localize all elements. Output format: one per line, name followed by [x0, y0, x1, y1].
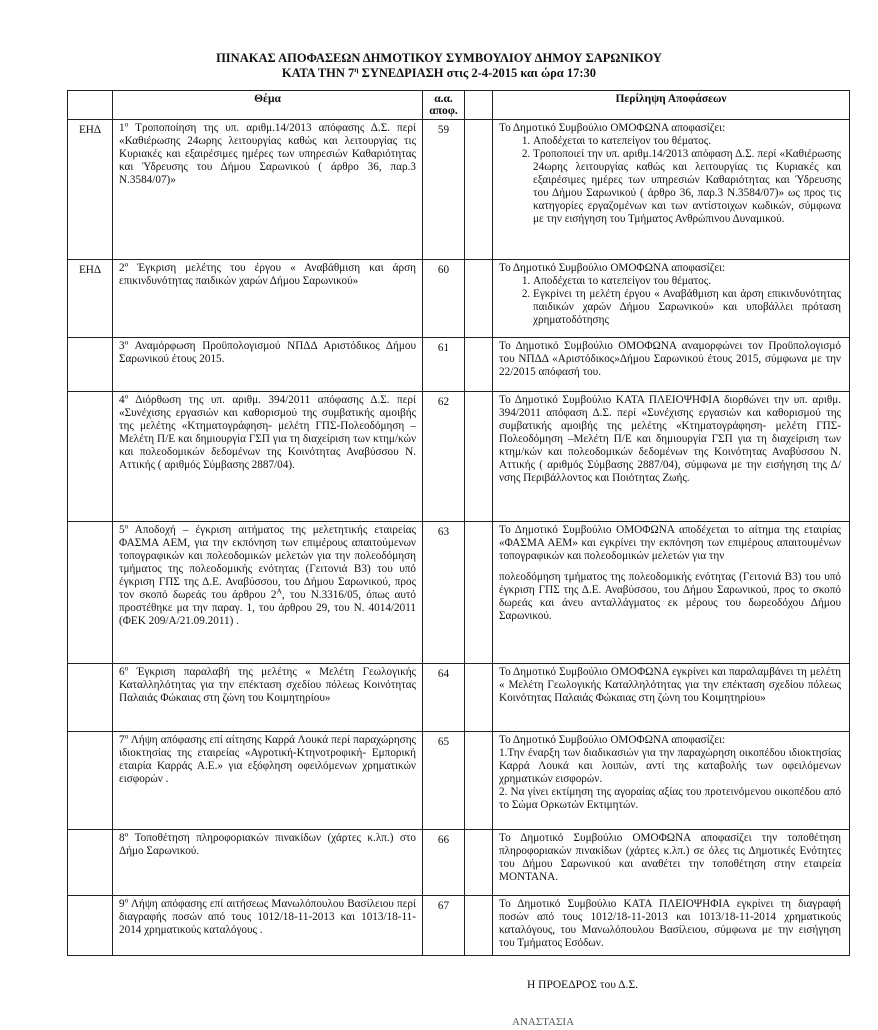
row-spacer [465, 392, 493, 522]
row-spacer [465, 120, 493, 260]
summary-part: 2. Να γίνει εκτίμηση της αγοραίας αξίας του προτεινόμενου οικοπέδου από το Σώμα Ορκωτών Εκτιμητών. [499, 786, 841, 811]
summary-item: 1. Αποδέχεται το κατεπείγον του θέματος. [533, 275, 841, 288]
table-row [68, 830, 850, 896]
row-subject: $4^o$ Διόρθωση της υπ. αριθμ. 394/2011 απόφασης Δ.Σ. περί «Συνέχισης εργασιών και καθορισμού της συμβατικής αμοιβής της μελέτης «Κτηματογράφηση- μελέτη ΓΠΣ-Πολεοδόμηση –Μελέτη Π/Ε και δημιουργία ΓΣΠ για τη διαχείριση των κτημ/κών και πολεοδομικών δεδομένων της Κοινότητας Αναβύσσου Ν. Αττικής ( αριθμός Σύμβασης 2887/04). [113, 392, 423, 522]
header-category [68, 91, 113, 120]
row-subject: $2^o$ Έγκριση μελέτης του έργου « Αναβάθμιση και άρση επικινδυνότητας παιδικών χαρών Δήμου Σαρωνικού» [113, 260, 423, 338]
table-row [68, 522, 850, 664]
row-subject: $9^o$ Λήψη απόφασης επί αιτήσεως Μανωλόπουλου Βασίλειου περί διαγραφής ποσών από τους 1012/18-11-2013 και 1013/18-11-2014 χρηματικούς καταλόγους . [113, 896, 423, 956]
row-spacer [465, 260, 493, 338]
row-summary: Το Δημοτικό Συμβούλιο ΟΜΟΦΩΝΑ εγκρίνει και παραλαμβάνει τη μελέτη « Μελέτη Γεωλογικής Καταλληλότητας για την επέκταση σχεδίου πόλεως Κοινότητας Παλαιάς Φώκαιας στη ζώνη του Κοιμητηρίου» [493, 664, 850, 732]
table-row [68, 732, 850, 830]
row-category [68, 392, 113, 522]
document-subtitle: ΚΑΤΑ ΤΗΝ $7^\eta$ ΣΥΝΕΔΡΙΑΣΗ στις 2-4-2015 και ώρα 17:30 [281, 64, 597, 80]
header-decision-number: α.α. αποφ. [423, 91, 465, 120]
table-row [68, 338, 850, 392]
summary-item: 2. Τροποποιεί την υπ. αριθμ.14/2013 απόφαση Δ.Σ. περί «Καθιέρωσης 24ωρης λειτουργίας καθώς και λειτουργίας τις Κυριακές και εξαιρέσιμες ημέρες των υπηρεσιών Καθαριότητας και Ύδρευσης του Δήμου Σαρωνικού ( άρθρο 36, παρ.3 Ν.3584/07)» ως προς τις κατηγορίες εργαζομένων και των αντίστοιχων κωδικών, σύμφωνα με την εισήγηση του Τμήματος Ανθρώπινου Δυναμικού. [533, 148, 841, 226]
row-spacer [465, 732, 493, 830]
row-subject: $1^o$ Τροποποίηση της υπ. αριθμ.14/2013 απόφασης Δ.Σ. περί «Καθιέρωσης 24ωρης λειτουργίας καθώς και λειτουργίας τις Κυριακές και εξαιρέσιμες ημέρες των υπηρεσιών Καθαριότητας και Ύδρευσης του Δήμου Σαρωνικού ( άρθρο 36, παρ.3 Ν.3584/07)» [113, 120, 423, 260]
table-row [68, 664, 850, 732]
table-header-row [68, 91, 850, 120]
row-subject: $7^o$ Λήψη απόφασης επί αίτησης Καρρά Λουκά περί παραχώρησης ιδιοκτησίας της εταιρείας «Αγροτική-Κτηνοτροφική- Εμπορική εταιρία Καρράς Α.Ε.» για εξόφληση οφειλόμενων χρηματικών εισφορών . [113, 732, 423, 830]
row-decision-number: 64 [423, 664, 465, 732]
summary-list [499, 275, 841, 327]
row-category [68, 338, 113, 392]
summary-intro: Το Δημοτικό Συμβούλιο ΟΜΟΦΩΝΑ αποφασίζει: [499, 262, 726, 274]
summary-part: 1.Την έναρξη των διαδικασιών για την παραχώρηση οικοπέδου ιδιοκτησίας Καρρά Λουκά και λοιπών, αντί της καταβολής των οφειλόμενων χρηματικών εισφορών. [499, 747, 841, 785]
summary-item: 2. Εγκρίνει τη μελέτη έργου « Αναβάθμιση και άρση επικινδυνότητας παιδικών χαρών Δήμου Σαρωνικού» και υποβάλλει πρόταση χρηματοδότησης [533, 288, 841, 327]
row-spacer [465, 664, 493, 732]
table-row [68, 392, 850, 522]
header-subject: Θέμα [113, 91, 423, 120]
row-category: ΕΗΔ [68, 120, 113, 260]
row-decision-number: 63 [423, 522, 465, 664]
header-summary: Περίληψη Αποφάσεων [493, 91, 850, 120]
row-spacer [465, 830, 493, 896]
row-category [68, 522, 113, 664]
row-summary [493, 522, 850, 664]
row-spacer [465, 896, 493, 956]
row-summary [493, 732, 850, 830]
signer-name-cut: ΑΝΑΣΤΑΣΙΑ [512, 1016, 575, 1028]
summary-part: Το Δημοτικό Συμβούλιο ΟΜΟΦΩΝΑ αποφασίζει: [499, 734, 726, 746]
row-summary: Το Δημοτικό Συμβούλιο ΟΜΟΦΩΝΑ αναμορφώνει τον Προϋπολογισμό του ΝΠΔΔ «Αριστόδικος»Δήμου Σαρωνικού έτους 2015, σύμφωνα με την 22/2015 απόφασή του. [493, 338, 850, 392]
table-row [68, 260, 850, 338]
row-decision-number: 60 [423, 260, 465, 338]
signer-title: Η ΠΡΟΕΔΡΟΣ του Δ.Σ. [527, 979, 639, 991]
summary-part: πολεοδόμηση τμήματος της πολεοδομικής ενότητας (Γειτονιά Β3) του υπό έγκριση ΓΠΣ της Δ.Ε. Αναβύσσου, του Δήμου Σαρωνικού, προς το σκοπό δωρεάς και άνευ ανταλλάγματος εκ μέρους του δωρεοδόχου Δήμου Σαρωνικού. [499, 571, 841, 622]
row-decision-number: 67 [423, 896, 465, 956]
row-decision-number: 66 [423, 830, 465, 896]
row-decision-number: 61 [423, 338, 465, 392]
row-subject: $8^o$ Τοποθέτηση πληροφοριακών πινακίδων (χάρτες κ.λπ.) στο Δήμο Σαρωνικού. [113, 830, 423, 896]
row-category [68, 896, 113, 956]
row-subject: $6^o$ Έγκριση παραλαβή της μελέτης « Μελέτη Γεωλογικής Καταλληλότητας για την επέκταση σχεδίου πόλεως Κοινότητας Παλαιάς Φώκαιας στη ζώνη του Κοιμητηρίου» [113, 664, 423, 732]
row-spacer [465, 338, 493, 392]
row-decision-number: 59 [423, 120, 465, 260]
row-summary: Το Δημοτικό Συμβούλιο ΟΜΟΦΩΝΑ αποφασίζει την τοποθέτηση πληροφοριακών πινακίδων (χάρτες κ.λπ.) σε όλες τις Δημοτικές Ενότητες του Δήμου Σαρωνικού και αναθέτει την τοποθέτηση στην εταιρεία ΜΟΝΤΑΝΑ. [493, 830, 850, 896]
row-subject: $5^o$ Αποδοχή – έγκριση αιτήματος της μελετητικής εταιρείας ΦΑΣΜΑ ΑΕΜ, για την εκπόνηση των επιμέρους απαιτούμενων τοπογραφικών και πολεοδομικών μελετών για την πολεοδόμηση τμήματος της πολεοδομικής ενότητας (Γειτονιά Β3) του υπό έγκριση ΓΠΣ της Δ.Ε. Αναβύσσου, του Δήμου Σαρωνικού, προς τον σκοπό δωρεάς του άρθρου $2^A$, του Ν.3316/05, όπως αυτό προστέθηκε μα την παραγ. 1, του άρθρου 29, του Ν. 4014/2011 (ΦΕΚ 209/Α/21.09.2011) . [113, 522, 423, 664]
table-row [68, 120, 850, 260]
row-category [68, 732, 113, 830]
row-summary [493, 120, 850, 260]
summary-intro: Το Δημοτικό Συμβούλιο ΟΜΟΦΩΝΑ αποφασίζει: [499, 122, 726, 134]
header-spacer [465, 91, 493, 120]
row-summary: Το Δημοτικό Συμβούλιο ΚΑΤΑ ΠΛΕΙΟΨΗΦΙΑ εγκρίνει τη διαγραφή ποσών από τους 1012/18-11-2013 και 1013/18-11-2014 χρηματικούς καταλόγους, του Μανωλόπουλου Βασίλειου, σύμφωνα με την εισήγηση του Τμήματος Εσόδων. [493, 896, 850, 956]
row-spacer [465, 522, 493, 664]
summary-part: Το Δημοτικό Συμβούλιο ΟΜΟΦΩΝΑ αποδέχεται το αίτημα της εταιρίας «ΦΑΣΜΑ ΑΕΜ» και εγκρίνει την εκπόνηση των επιμέρους απαιτουμένων τοπογραφικών και πολεοδομικών μελετών για την [499, 524, 841, 562]
row-summary: Το Δημοτικό Συμβούλιο ΚΑΤΑ ΠΛΕΙΟΨΗΦΙΑ διορθώνει την υπ. αριθμ. 394/2011 απόφαση Δ.Σ. περί «Συνέχισης εργασιών και καθορισμού της συμβατικής αμοιβής της μελέτης «Κτηματογράφηση- μελέτη ΓΠΣ-Πολεοδόμηση –Μελέτη Π/Ε και δημιουργία ΓΣΠ για τη διαχείριση των κτημ/κών και πολεοδομικών δεδομένων της Κοινότητας Αναβύσσου Ν. Αττικής ( αριθμός Σύμβασης 2887/04), σύμφωνα με την εισήγηση της Δ/νσης Περιβάλλοντος και Ποιότητας Ζωής. [493, 392, 850, 522]
row-category [68, 830, 113, 896]
table-row [68, 896, 850, 956]
summary-item: 1. Αποδέχεται το κατεπείγον του θέματος. [533, 135, 841, 148]
summary-list [499, 135, 841, 226]
row-decision-number: 65 [423, 732, 465, 830]
row-decision-number: 62 [423, 392, 465, 522]
row-category [68, 664, 113, 732]
row-summary [493, 260, 850, 338]
row-subject: $3^o$ Αναμόρφωση Προϋπολογισμού ΝΠΔΔ Αριστόδικος Δήμου Σαρωνικού έτους 2015. [113, 338, 423, 392]
row-category: ΕΗΔ [68, 260, 113, 338]
decisions-table [67, 90, 850, 956]
document-title: ΠΙΝΑΚΑΣ ΑΠΟΦΑΣΕΩΝ ΔΗΜΟΤΙΚΟΥ ΣΥΜΒΟΥΛΙΟΥ ΔΗΜΟΥ ΣΑΡΩΝΙΚΟΥ [216, 51, 662, 65]
